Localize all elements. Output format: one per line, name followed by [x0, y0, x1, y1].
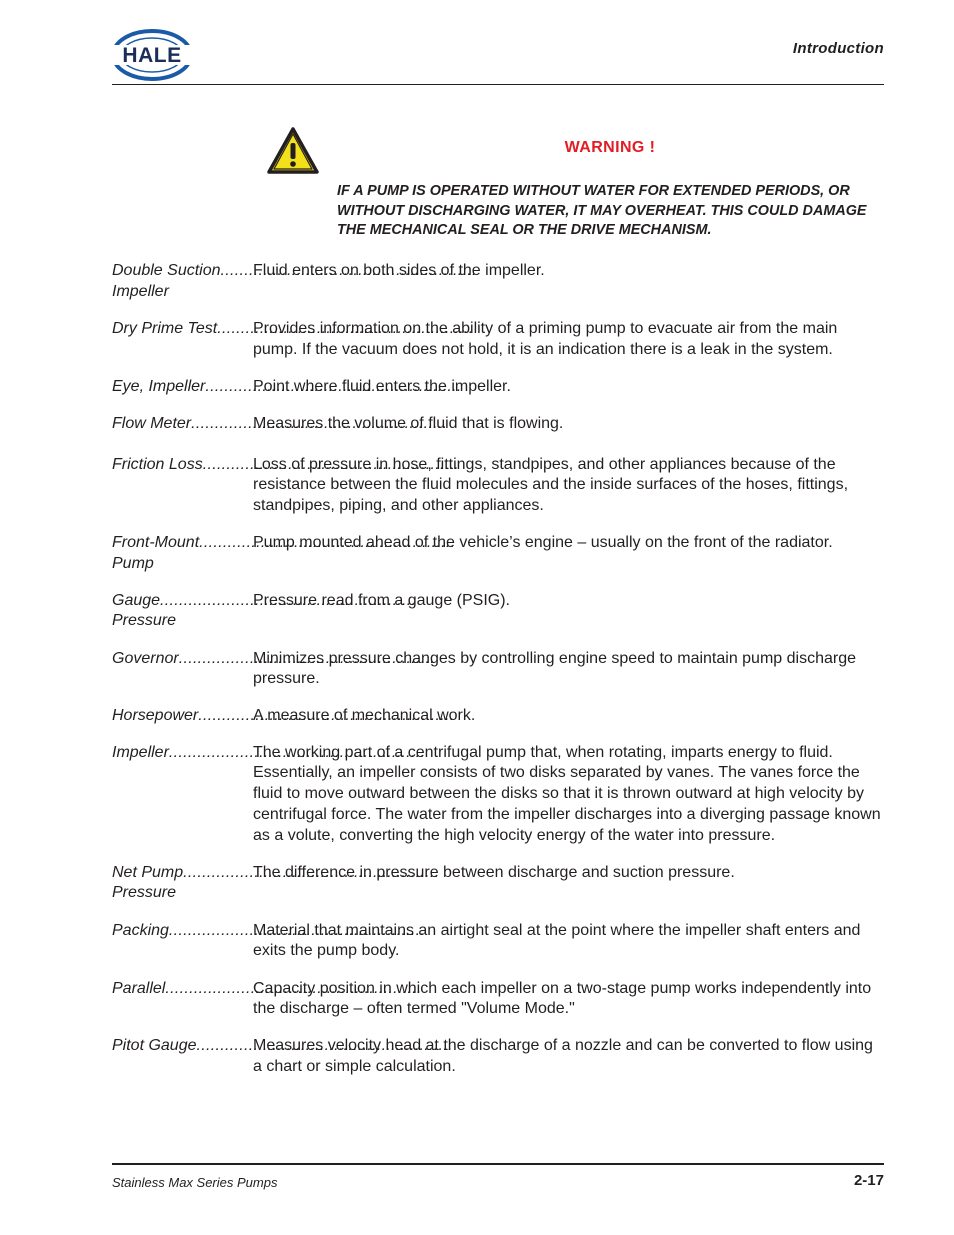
- page-number: 2-17: [853, 1172, 884, 1189]
- glossary-list: [112, 261, 886, 1078]
- glossary-term-text: Front-Mount: [112, 533, 200, 551]
- glossary-definition: The working part of a centrifugal pump that, when rotating, imparts energy to fluid. Essentially, an impeller consists of two disks separated by vanes. The vanes force the fluid to move outward between the disks so that it is thrown outward at high velocity by centrifugal force. The water from the impeller discharges into a diverging passage known as a volute, converting the high velocity energy of the water into pressure.: [253, 743, 881, 844]
- glossary-term-text-line2: Impeller: [112, 282, 169, 300]
- glossary-definition: Pump mounted ahead of the vehicle’s engine – usually on the front of the radiator.: [253, 533, 833, 551]
- glossary-definition: Material that maintains an airtight seal at the point where the impeller shaft enters and exits the pump body.: [253, 921, 861, 960]
- glossary-term: [112, 591, 252, 632]
- glossary-term-text-line2: Pressure: [112, 884, 177, 902]
- glossary-entry: [112, 1036, 886, 1077]
- glossary-term: [112, 377, 252, 398]
- glossary-term-text: Flow Meter: [112, 414, 192, 432]
- glossary-entry: [112, 649, 886, 690]
- glossary-definition: Fluid enters on both sides of the impeller.: [253, 262, 545, 279]
- glossary-term: [112, 455, 252, 517]
- glossary-term: [112, 261, 252, 302]
- glossary-term-text: Eye, Impeller: [112, 377, 206, 395]
- glossary-term: [112, 706, 252, 727]
- glossary-entry: [112, 706, 886, 727]
- glossary-definition: Measures velocity head at the discharge of a nozzle and can be converted to flow using a chart or simple calculation.: [253, 1037, 873, 1076]
- glossary-term: [112, 863, 252, 904]
- glossary-term-text-line2: Pressure: [112, 612, 177, 630]
- header-divider: [112, 84, 884, 85]
- glossary-definition: Minimizes pressure changes by controlling engine speed to maintain pump discharge pressure.: [253, 649, 856, 688]
- glossary-term: [112, 319, 252, 360]
- glossary-entry: [112, 377, 886, 398]
- glossary-term-text: Horsepower: [112, 707, 199, 725]
- glossary-definition: Provides information on the ability of a priming pump to evacuate air from the main pump. If the vacuum does not hold, it is an indication there is a leak in the system.: [253, 319, 838, 358]
- glossary-term: [112, 649, 252, 690]
- glossary-definition: A measure of mechanical work.: [253, 707, 476, 725]
- glossary-term-text: Net Pump: [112, 863, 184, 881]
- glossary-entry: [112, 591, 886, 632]
- glossary-term: [112, 743, 252, 847]
- glossary-term-text: Dry Prime Test: [112, 319, 218, 337]
- glossary-definition: Pressure read from a gauge (PSIG).: [253, 591, 510, 609]
- glossary-definition: The difference in pressure between discharge and suction pressure.: [253, 863, 735, 881]
- warning-text: IF A PUMP IS OPERATED WITHOUT WATER FOR EXTENDED PERIODS, OR WITHOUT DISCHARGING WATER, IT MAY OVERHEAT. THIS COULD DAMAGE THE MECHANICAL SEAL OR THE DRIVE MECHANISM.: [337, 183, 867, 239]
- glossary-entry: [112, 455, 886, 517]
- glossary-definition: Capacity position in which each impeller on a two-stage pump works independently into the discharge – often termed "Volume Mode.": [253, 979, 872, 1018]
- glossary-term-text: Pitot Gauge: [112, 1037, 197, 1055]
- hale-logo: [110, 26, 194, 84]
- glossary-entry: [112, 533, 886, 574]
- glossary-entry: [112, 319, 886, 360]
- glossary-term-text: Impeller: [112, 743, 169, 761]
- glossary-definition: Point where fluid enters the impeller.: [253, 377, 511, 395]
- warning-triangle-icon: [266, 125, 320, 177]
- glossary-entry: [112, 863, 886, 904]
- glossary-term-text-line2: Pump: [112, 554, 154, 572]
- glossary-definition: Measures the volume of fluid that is flowing.: [253, 414, 564, 432]
- footer-divider: [112, 1163, 884, 1165]
- glossary-entry: [112, 414, 886, 435]
- glossary-term-text: Packing: [112, 921, 169, 939]
- glossary-term-text: Gauge: [112, 591, 161, 609]
- glossary-entry: [112, 921, 886, 962]
- glossary-term-text: Parallel: [112, 979, 166, 997]
- glossary-term: [112, 414, 252, 435]
- glossary-entry: [112, 979, 886, 1020]
- warning-title: WARNING !: [564, 139, 656, 156]
- section-title: Introduction: [792, 40, 884, 57]
- glossary-term: [112, 533, 252, 574]
- glossary-term-text: Double Suction: [112, 262, 221, 279]
- glossary-entry: [112, 261, 886, 302]
- glossary-term: [112, 979, 252, 1020]
- glossary-definition: Loss of pressure in hose, fittings, standpipes, and other appliances because of the resistance between the fluid molecules and the inside surfaces of the hoses, fittings, standpipes, piping, and other appliances.: [253, 455, 849, 515]
- glossary-term-text: Governor: [112, 649, 179, 667]
- footer-title: Stainless Max Series Pumps: [112, 1175, 278, 1190]
- glossary-term-text: Friction Loss: [112, 455, 203, 473]
- glossary-term: [112, 921, 252, 962]
- glossary-term: [112, 1036, 252, 1077]
- svg-text:HALE: HALE: [122, 44, 182, 67]
- glossary-entry: [112, 743, 886, 847]
